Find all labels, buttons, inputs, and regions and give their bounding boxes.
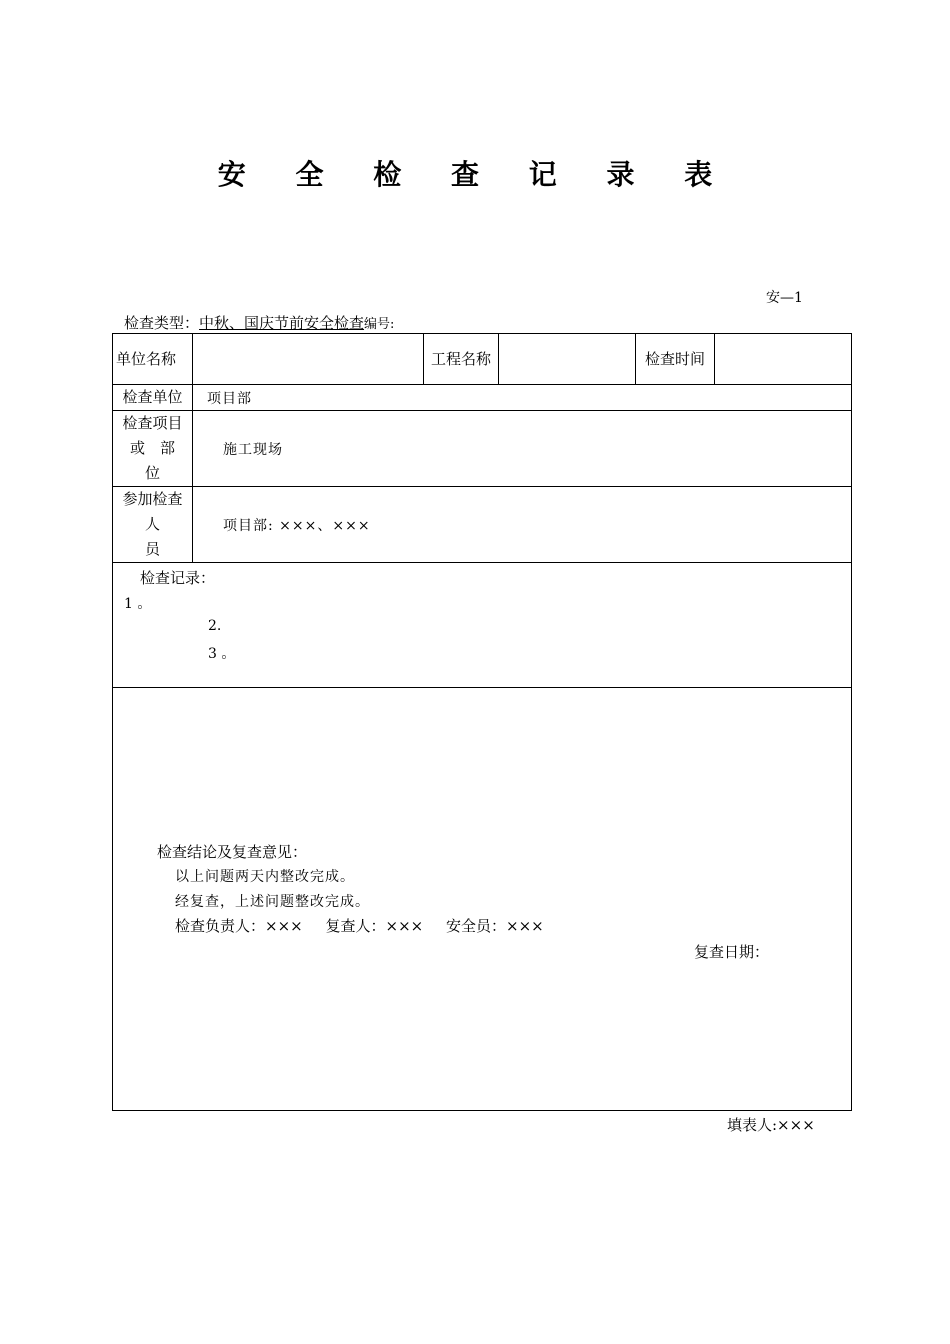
number-label: 编号:	[364, 317, 395, 332]
project-name-label: 工程名称	[424, 334, 499, 385]
inspection-item-label-line3: 位	[144, 464, 160, 482]
safety-officer-signature: 安全员：×××	[446, 917, 544, 935]
conclusion-line-2: 经复查，上述问题整改完成。	[175, 894, 370, 910]
inspection-item-field[interactable]: 施工现场	[193, 411, 852, 487]
signers-line	[175, 915, 562, 936]
unit-name-label: 单位名称	[113, 334, 193, 385]
inspection-record-heading: 检查记录：	[140, 569, 216, 587]
participants-label-line2: 人	[144, 515, 160, 533]
inspection-record-table	[112, 333, 852, 1111]
reviewer-signature: 复查人：×××	[325, 917, 424, 935]
participants-label-line3: 员	[144, 540, 160, 558]
form-code: 安—1	[766, 290, 803, 306]
record-item-2: 2.	[208, 618, 222, 634]
inspection-type-line	[124, 312, 394, 333]
inspection-type-label: 检查类型：	[124, 314, 200, 332]
conclusion-heading: 检查结论及复查意见：	[157, 843, 308, 861]
inspection-item-label	[113, 411, 193, 487]
participants-field[interactable]: 项目部: ×××、×××	[193, 487, 852, 563]
inspection-time-label: 检查时间	[636, 334, 715, 385]
conclusion-cell[interactable]	[113, 688, 852, 1111]
conclusion-line-1: 以上问题两天内整改完成。	[175, 869, 355, 885]
form-filler: 填表人:×××	[727, 1116, 815, 1134]
inspection-record-cell[interactable]	[113, 563, 852, 688]
project-name-field[interactable]	[499, 334, 636, 385]
record-item-3: 3 。	[208, 646, 236, 662]
review-date-label: 复查日期：	[694, 943, 770, 961]
form-title: 安 全 检 查 记 录 表	[217, 158, 733, 191]
unit-name-field[interactable]	[193, 334, 424, 385]
participants-label	[113, 487, 193, 563]
inspection-time-field[interactable]	[715, 334, 852, 385]
inspection-item-label-line1: 检查项目	[122, 414, 183, 432]
inspection-unit-label: 检查单位	[113, 385, 193, 411]
participants-label-line1: 参加检查	[122, 490, 183, 508]
inspection-item-label-line2: 或 部	[129, 439, 175, 457]
inspection-type-value: 中秋、国庆节前安全检查	[199, 314, 365, 332]
inspection-unit-field[interactable]: 项目部	[193, 385, 852, 411]
inspector-signature: 检查负责人：×××	[175, 917, 303, 935]
record-item-1: 1 。	[124, 596, 152, 612]
